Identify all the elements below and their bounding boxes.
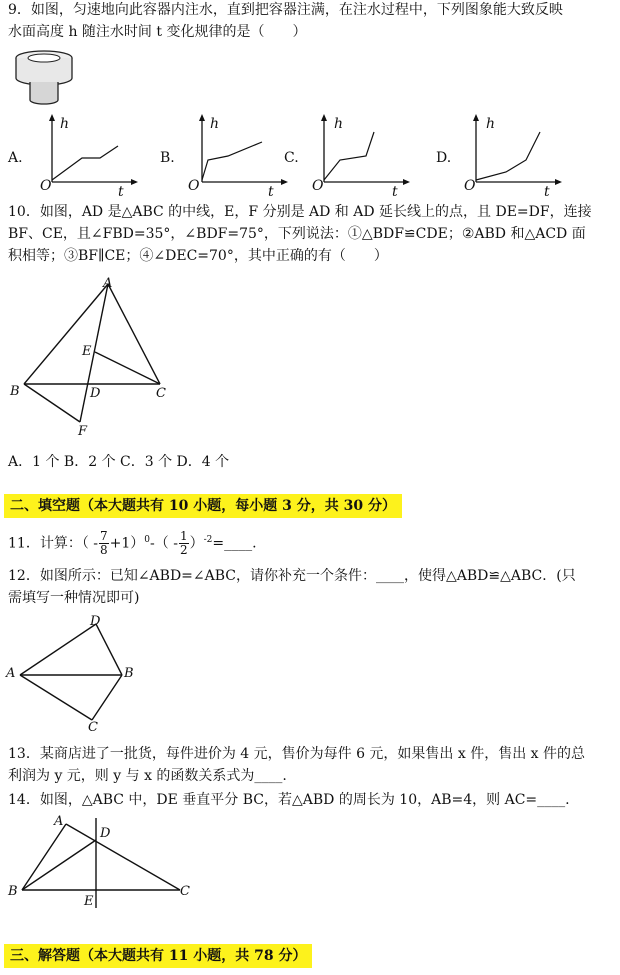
q11-expression <box>8 526 257 558</box>
graph-c-origin: O <box>312 178 324 194</box>
q9-text-line1: 9．如图，匀速地向此容器内注水，直到把容器注满，在注水过程中，下列图象能大致反映 <box>8 2 563 18</box>
q10-label-d: D <box>90 386 101 401</box>
graph-d-h-label: h <box>486 116 496 132</box>
q11-frac1-num: 7 <box>100 529 108 544</box>
graph-c-h-label: h <box>334 116 344 132</box>
q14-label-a: A <box>54 814 64 829</box>
q10-label-b: B <box>10 384 20 399</box>
q12-label-a: A <box>6 666 16 681</box>
q14-label-b: B <box>8 884 18 899</box>
container-figure <box>8 48 80 110</box>
q11-frac2 <box>179 530 189 557</box>
graph-b-origin: O <box>188 178 200 194</box>
q12-text-line2: 需填写一种情况即可) <box>8 590 140 606</box>
q11-prefix: 11．计算：（ - <box>8 535 98 552</box>
q10-label-e: E <box>82 344 92 359</box>
q14-text-line1: 14．如图，△ABC 中，DE 垂直平分 BC，若△ABD 的周长为 10，AB=4，则 AC=____. <box>8 792 570 808</box>
q10-label-c: C <box>156 386 166 401</box>
section2-heading: 二、填空题（本大题共有 10 小题，每小题 3 分，共 30 分） <box>4 494 402 518</box>
q10-text-line2: BF、CE，且∠FBD=35°，∠BDF=75°，下列说法：①△BDF≌CDE；②ABD 和△ACD 面 <box>8 226 586 242</box>
q10-text-line3: 积相等；③BF∥CE；④∠DEC=70°，其中正确的有（ ） <box>8 248 388 264</box>
option-b-label: B. <box>160 150 175 166</box>
q11-exp1: 0 <box>144 535 151 545</box>
q14-label-e: E <box>84 894 94 909</box>
option-c-label: C. <box>284 150 299 166</box>
q10-triangle-figure <box>0 272 200 444</box>
graph-d-t-label: t <box>544 184 550 200</box>
graph-a-t-label: t <box>118 184 124 200</box>
q11-mid1: +1） <box>109 535 145 552</box>
q14-label-c: C <box>180 884 190 899</box>
q11-suffix: =____. <box>212 535 257 552</box>
q9-text-line2: 水面高度 h 随注水时间 t 变化规律的是（ ） <box>8 24 307 40</box>
graph-b-t-label: t <box>268 184 274 200</box>
q10-answer-options: A．1 个 B．2 个 C．3 个 D．4 个 <box>8 454 230 470</box>
graph-c-t-label: t <box>392 184 398 200</box>
q14-label-d: D <box>100 826 111 841</box>
q11-exp2: -2 <box>203 535 213 545</box>
q10-text-line1: 10．如图，AD 是△ABC 的中线，E，F 分别是 AD 和 AD 延长线上的点，且 DE=DF，连接 <box>8 204 592 220</box>
q12-label-d: D <box>90 614 101 629</box>
q11-mid2: -（ - <box>150 535 178 552</box>
graph-b <box>184 112 294 196</box>
q11-frac2-den: 2 <box>179 543 188 558</box>
q13-text-line2: 利润为 y 元，则 y 与 x 的函数关系式为____. <box>8 768 287 784</box>
q11-mid3: ） <box>189 535 204 552</box>
q11-frac1 <box>99 530 109 557</box>
q11-frac1-den: 8 <box>100 543 108 558</box>
section3-heading: 三、解答题（本大题共有 11 小题，共 78 分） <box>4 944 312 968</box>
q12-text-line1: 12．如图所示：已知∠ABD=∠ABC，请你补充一个条件：____，使得△ABD≌△ABC．(只 <box>8 568 576 584</box>
graph-a-origin: O <box>40 178 52 194</box>
q11-frac2-num: 1 <box>179 529 188 544</box>
q10-label-f: F <box>78 424 88 439</box>
q12-label-b: B <box>124 666 134 681</box>
graph-a-h-label: h <box>60 116 70 132</box>
option-d-label: D. <box>436 150 452 166</box>
q13-text-line1: 13．某商店进了一批货，每件进价为 4 元，售价为每件 6 元，如果售出 x 件，售出 x 件的总 <box>8 746 586 762</box>
graph-b-h-label: h <box>210 116 220 132</box>
graph-d-origin: O <box>464 178 476 194</box>
q12-label-c: C <box>88 720 98 735</box>
q10-label-a: A <box>103 276 113 291</box>
option-a-label: A. <box>8 150 23 166</box>
